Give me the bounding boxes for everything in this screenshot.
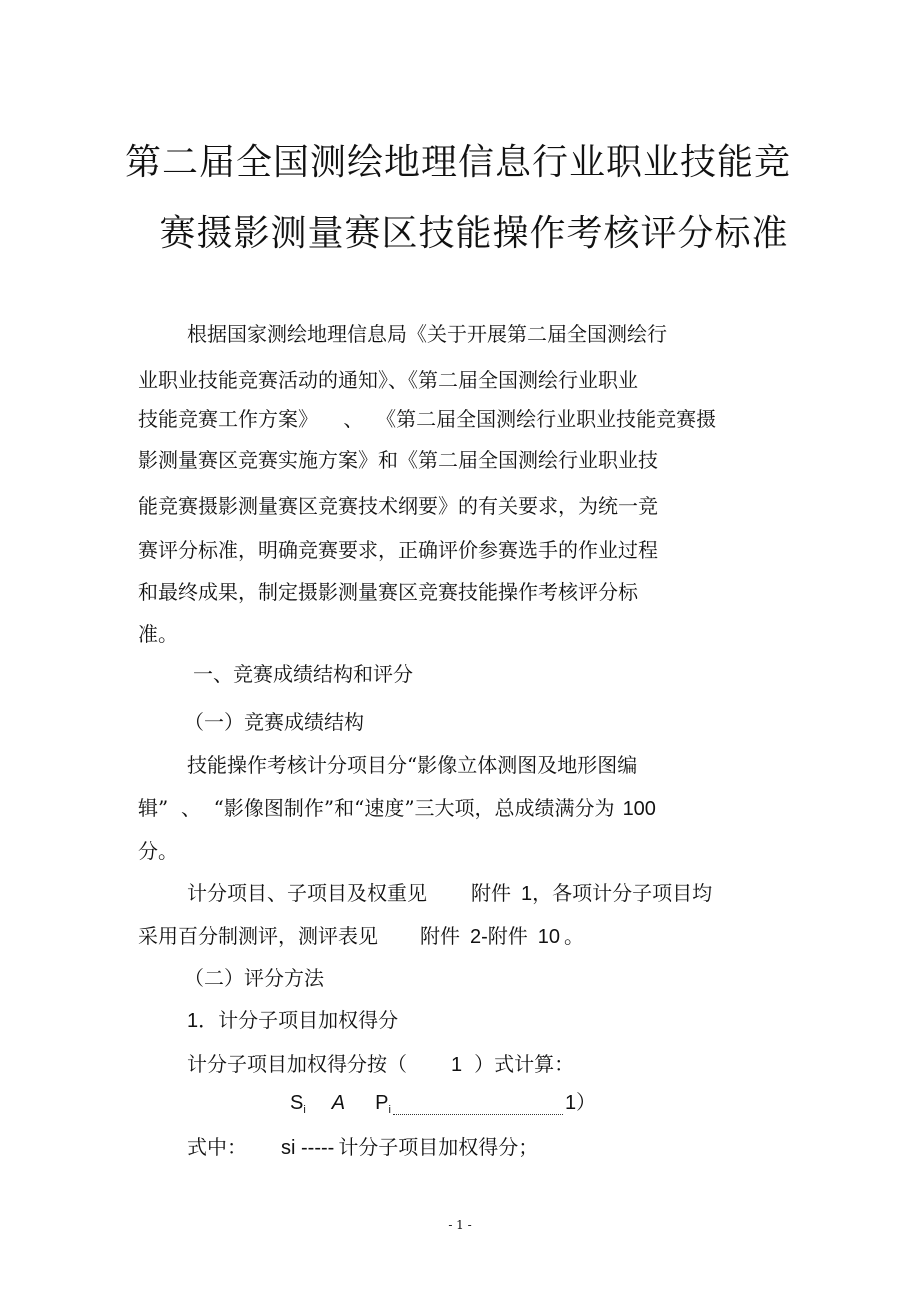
appendix-number: 10 bbox=[537, 926, 561, 948]
paragraph-line bbox=[187, 879, 712, 908]
formula-number: 1 bbox=[451, 1054, 463, 1076]
intro-line: 影测量赛区竞赛实施方案》和《第二届全国测绘行业职业技 bbox=[138, 448, 658, 472]
paragraph-text: 辑” 、 “影像图制作”和“速度”三大项，总成绩满分为 bbox=[138, 796, 615, 820]
formula-intro-text: 计分子项目加权得分按（ bbox=[187, 1052, 407, 1076]
appendix-ref: 附件 bbox=[487, 924, 528, 948]
formula-symbol-p: P bbox=[375, 1092, 389, 1114]
paragraph-line: 技能操作考核计分项目分“影像立体测图及地形图编 bbox=[187, 753, 638, 777]
list-number: 1． bbox=[187, 1010, 219, 1032]
formula-tag: 1） bbox=[564, 1092, 597, 1114]
intro-line: 准。 bbox=[138, 622, 178, 646]
formula-subscript: i bbox=[303, 1104, 306, 1116]
legend-variable: si ----- bbox=[281, 1137, 335, 1159]
formula bbox=[290, 1089, 596, 1120]
intro-line: 和最终成果，制定摄影测量赛区竞赛技能操作考核评分标 bbox=[138, 580, 638, 604]
document-title-line2: 赛摄影测量赛区技能操作考核评分标准 bbox=[159, 213, 789, 254]
appendix-number: 2- bbox=[470, 926, 488, 948]
paragraph-line bbox=[138, 922, 584, 951]
intro-line: 赛评分标准，明确竞赛要求，正确评价参赛选手的作业过程 bbox=[138, 538, 658, 562]
intro-line: 业职业技能竞赛活动的通知》、《第二届全国测绘行业职业 bbox=[138, 368, 638, 392]
page-number: - 1 - bbox=[448, 1218, 472, 1232]
paragraph-text: 计分项目、子项目及权重见 bbox=[187, 881, 427, 905]
intro-line: 根据国家测绘地理信息局《关于开展第二届全国测绘行 bbox=[187, 322, 667, 346]
formula-symbol-a: A bbox=[331, 1092, 346, 1114]
formula-legend bbox=[187, 1133, 538, 1162]
paragraph-line bbox=[138, 794, 656, 823]
formula-intro bbox=[187, 1050, 574, 1079]
subsection-heading: （一）竞赛成绩结构 bbox=[184, 710, 364, 734]
appendix-ref: 附件 bbox=[420, 924, 460, 948]
paragraph-line: 分。 bbox=[138, 839, 178, 863]
paragraph-text: 采用百分制测评，测评表见 bbox=[138, 924, 378, 948]
formula-intro-text: ）式计算： bbox=[474, 1052, 575, 1076]
intro-line: 技能竞赛工作方案》 、 《第二届全国测绘行业职业技能竞赛摄 bbox=[138, 407, 717, 431]
list-item bbox=[187, 1006, 398, 1035]
formula-leader-dots bbox=[393, 1114, 563, 1115]
paragraph-text: 。 bbox=[564, 924, 585, 948]
legend-label: 式中： bbox=[187, 1135, 247, 1159]
paragraph-text: ，各项计分子项目均 bbox=[532, 881, 713, 905]
legend-text: 计分子项目加权得分； bbox=[338, 1135, 539, 1159]
total-score: 100 bbox=[622, 798, 656, 820]
section-heading: 一、竞赛成绩结构和评分 bbox=[193, 662, 413, 686]
list-text: 计分子项目加权得分 bbox=[218, 1008, 399, 1032]
document-title-line1: 第二届全国测绘地理信息行业职业技能竞 bbox=[124, 142, 791, 183]
formula-subscript: i bbox=[388, 1104, 391, 1116]
appendix-number: 1 bbox=[521, 883, 533, 905]
appendix-ref: 附件 bbox=[471, 881, 511, 905]
formula-symbol-s: S bbox=[290, 1092, 304, 1114]
intro-line: 能竞赛摄影测量赛区竞赛技术纲要》的有关要求，为统一竞 bbox=[138, 494, 658, 518]
subsection-heading: （二）评分方法 bbox=[184, 966, 324, 990]
